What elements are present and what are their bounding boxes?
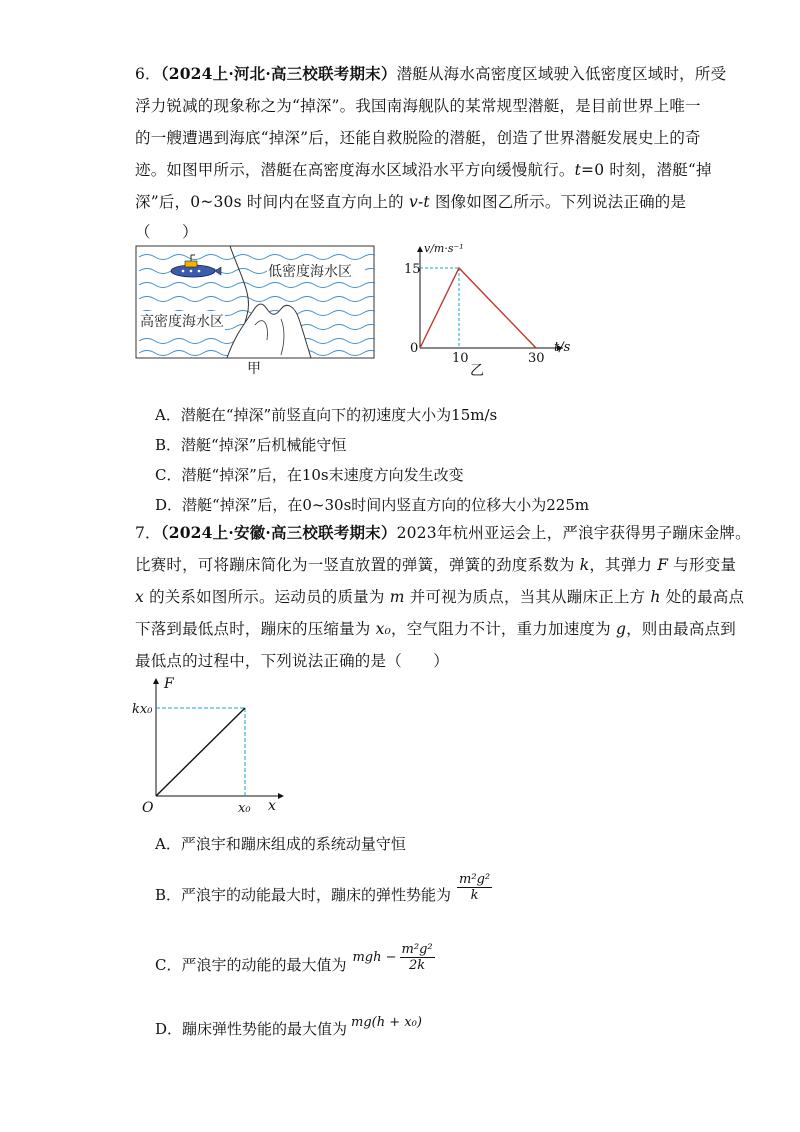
q7-line1 [135, 521, 751, 543]
q6-number: 6． [135, 65, 161, 83]
q6-text: 图像如图乙所示。下列说法正确的是 [429, 193, 687, 211]
q7-number: 7． [135, 524, 161, 542]
option-d-expression: mg(h + x₀) [351, 1015, 422, 1030]
fraction-denominator: 2k [408, 958, 426, 973]
q7-text: ，其弹力 [589, 556, 658, 574]
q7-text: ，则由最高点到 [626, 620, 736, 638]
q6-option-d[interactable]: D．潜艇“掉深”后，在0~30s时间内竖直方向的位移大小为225m [155, 496, 590, 514]
q6-option-a[interactable]: A．潜艇在“掉深”前竖直向下的初速度大小为15m/s [155, 406, 498, 424]
q6-option-b[interactable]: B．潜艇“掉深”后机械能守恒 [155, 436, 347, 454]
q7-text: 比赛时，可将蹦床简化为一竖直放置的弹簧，弹簧的劲度系数为 [135, 556, 580, 574]
v-tick-15: 15 [404, 262, 421, 277]
q7-line2 [135, 553, 736, 575]
submarine-figure [135, 245, 375, 360]
q7-line3 [135, 585, 744, 607]
q6-var-vt: v-t [409, 193, 430, 211]
var-F: F [657, 556, 669, 574]
fraction-denominator: k [470, 888, 479, 903]
q7-option-c-text: C．严浪宇的动能的最大值为 [155, 956, 347, 974]
q6-line3: 的一艘遭遇到海底“掉深”后，还能自救脱险的潜艇，创造了世界潜艇发展史上的奇 [135, 129, 701, 147]
q6-line1 [135, 62, 726, 84]
q7-text: ，空气阻力不计，重力加速度为 [391, 620, 616, 638]
vt-line [420, 268, 536, 348]
q7-option-a[interactable]: A．严浪宇和蹦床组成的系统动量守恒 [155, 835, 406, 853]
v-axis-arrow [417, 246, 423, 252]
high-density-label: 高密度海水区 [140, 314, 224, 330]
q6-line2: 浮力锐减的现象称之为“掉深”。我国南海舰队的某常规型潜艇，是目前世界上唯一 [135, 97, 701, 115]
fraction-numerator: m²g² [401, 942, 433, 957]
q6-line4 [135, 158, 712, 180]
q7-text: 与形变量 [668, 556, 737, 574]
q7-text: 的关系如图所示。运动员的质量为 [143, 588, 390, 606]
v-axis-label: v/m·s⁻¹ [424, 242, 464, 255]
f-axis-label: F [164, 676, 174, 692]
q7-source: （2024上·安徽·高三校联考期末） [160, 523, 397, 542]
q6-var-t: t [574, 161, 582, 179]
force-displacement-graph [132, 670, 292, 815]
origin-o-label: O [142, 800, 154, 815]
x-axis-arrow [278, 793, 284, 799]
var-k: k [579, 556, 590, 574]
x-axis-label: x [268, 798, 276, 814]
q6-text: 迹。如图甲所示，潜艇在高密度海水区域沿水平方向缓慢航行。 [135, 161, 575, 179]
option-b-fraction [457, 872, 492, 903]
var-x: x [135, 588, 144, 606]
origin-label: 0 [410, 341, 419, 356]
q6-text: 深”后，0~30s 时间内在竖直方向上的 [135, 193, 410, 211]
q6-source: （2024上·河北·高三校联考期末） [160, 64, 397, 83]
q7-option-b[interactable] [155, 870, 492, 905]
force-line [156, 708, 245, 796]
q6-text: =0 时刻，潜艇“掉 [581, 161, 712, 179]
figure-yi-caption: 乙 [470, 363, 484, 379]
t-tick-10: 10 [452, 351, 469, 363]
option-c-fraction [400, 942, 435, 973]
q6-line5 [135, 190, 686, 212]
var-h: h [650, 588, 661, 606]
figure-jia-caption: 甲 [247, 361, 261, 377]
q6-option-c[interactable]: C．潜艇“掉深”后，在10s末速度方向发生改变 [155, 466, 464, 484]
q7-line4 [135, 617, 736, 639]
option-c-mgh: mgh − [352, 950, 397, 965]
q7-text: 2023年杭州亚运会上，严浪宇获得男子蹦床金牌。 [396, 524, 751, 542]
var-x0: x₀ [375, 620, 391, 638]
q6-text: 潜艇从海水高密度区域驶入低密度区域时，所受 [396, 65, 727, 83]
q7-text: 下落到最低点时，蹦床的压缩量为 [135, 620, 376, 638]
kx0-tick: kx₀ [132, 702, 153, 717]
q6-answer-blank: （ ） [135, 223, 198, 241]
q7-text: 处的最高点 [660, 588, 745, 606]
q7-option-c[interactable] [155, 940, 435, 975]
q7-option-d-text: D．蹦床弹性势能的最大值为 [155, 1020, 348, 1038]
q7-line5: 最低点的过程中，下列说法正确的是（ ） [135, 652, 450, 670]
vt-graph [378, 238, 578, 363]
var-m: m [389, 588, 405, 606]
q7-option-d[interactable] [155, 1010, 422, 1038]
q7-option-b-text: B．严浪宇的动能最大时，蹦床的弹性势能为 [155, 886, 452, 904]
var-g: g [615, 620, 627, 638]
t-axis-label: t/s [554, 340, 571, 355]
fraction-numerator: m²g² [459, 872, 491, 887]
q7-text: 并可视为质点，当其从蹦床正上方 [404, 588, 651, 606]
x0-tick: x₀ [238, 801, 251, 815]
low-density-label: 低密度海水区 [268, 264, 352, 280]
t-tick-30: 30 [528, 351, 545, 363]
f-axis-arrow [153, 678, 159, 684]
